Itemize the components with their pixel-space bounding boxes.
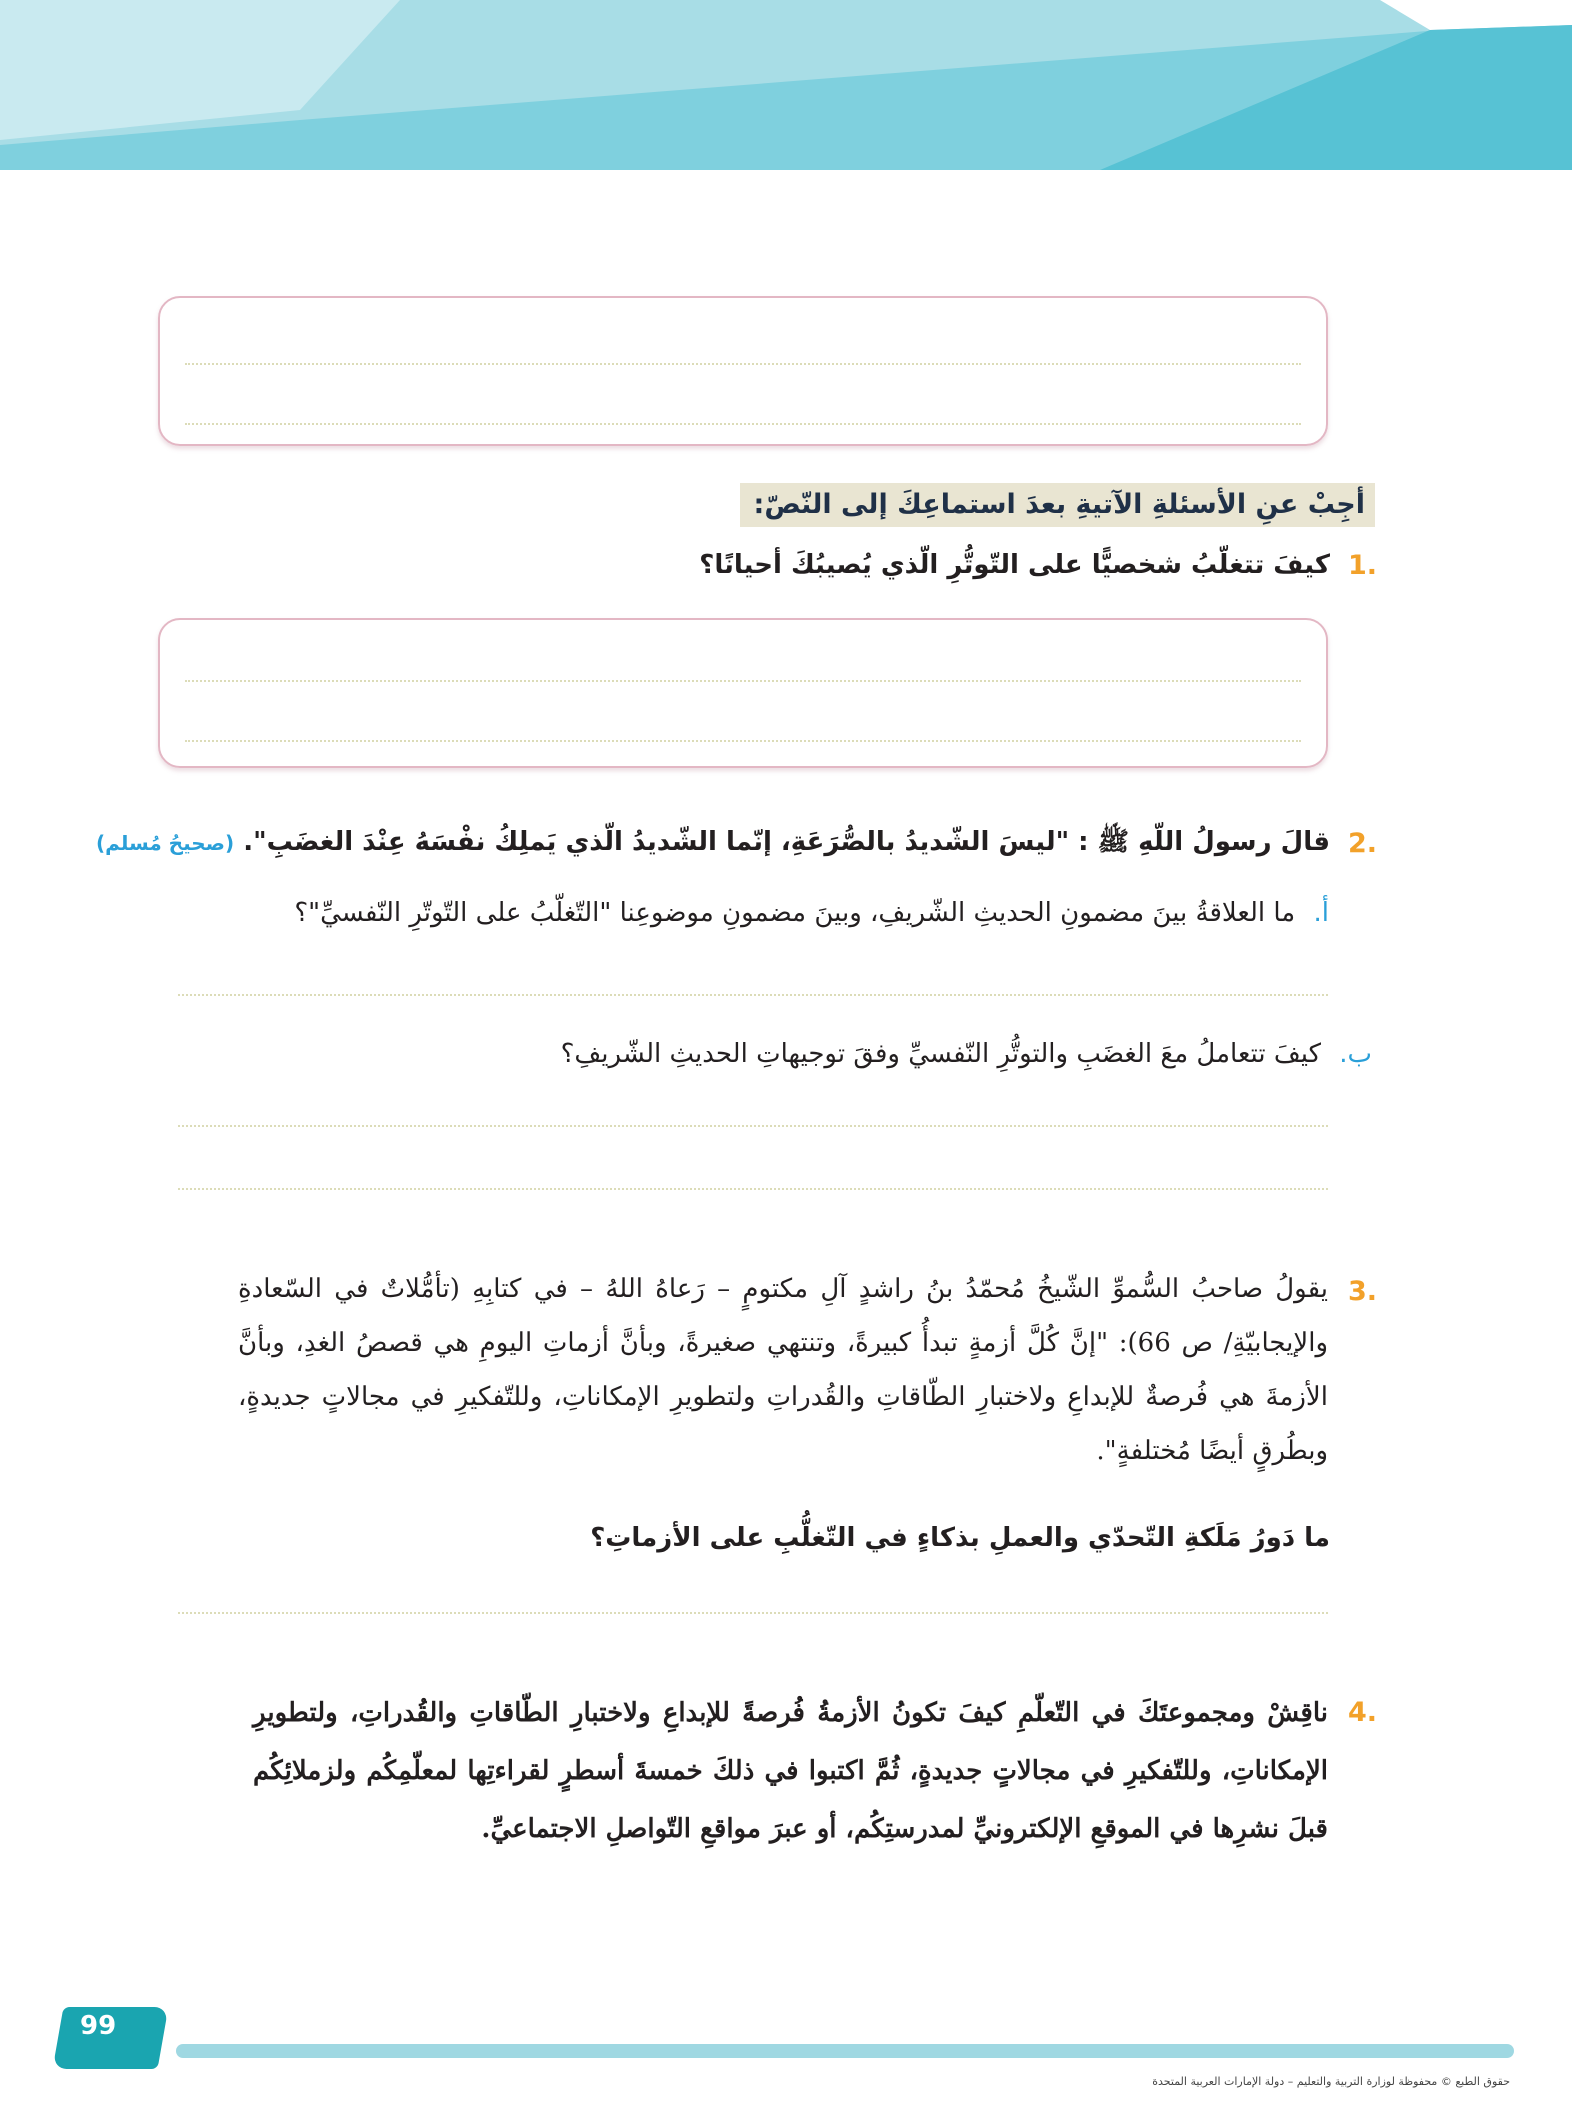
footer-line — [176, 2044, 1514, 2058]
answer-line[interactable] — [178, 1188, 1328, 1190]
question-4-paragraph: ناقِشْ ومجموعتَكَ في التّعلّمِ كيفَ تكونُ الأزمةُ فُرصةً للإبداعِ ولاختبارِ الطّاقاتِ والقُدراتِ، ولتطويرِ الإمكاناتِ، وللتّفكيرِ في مجالاتٍ جديدةٍ، ثُمَّ اكتبوا في ذلكَ خمسةَ أسطرٍ لقراءتِها لمعلّمِكُم ولزملائِكُم قبلَ نشرِها في الموقعِ الإلكترونيِّ لمدرستِكُم، أو عبرَ مواقعِ التّواصلِ الاجتماعيِّ. — [253, 1698, 1328, 1844]
question-1-text: كيفَ تتغلّبُ شخصيًّا على التّوتُّرِ الّذي يُصيبُكَ أحيانًا؟ — [699, 550, 1330, 580]
question-3-number: .3 — [1347, 1276, 1377, 1307]
question-2-text — [96, 822, 1330, 863]
question-2a-label: أ. — [1313, 898, 1329, 928]
question-2a — [294, 893, 1329, 933]
question-1-number: .1 — [1347, 550, 1377, 581]
answer-line — [185, 363, 1301, 365]
question-2-number: .2 — [1347, 828, 1377, 859]
question-3-paragraph: يقولُ صاحبُ السُّموِّ الشّيخُ مُحمّدُ بنُ راشدٍ آلِ مكتومٍ – رَعاهُ اللهُ – في كتابِهِ (تأمُّلاتٌ في السّعادةِ والإيجابيّةِ/ ص 66): "إنَّ كُلَّ أزمةٍ تبدأُ كبيرةً، وتنتهي صغيرةً، وبأنَّ أزماتِ اليومِ هي قصصُ الغدِ، وبأنَّ الأزمةَ هي فُرصةٌ للإبداعِ ولاختبارِ الطّاقاتِ والقُدراتِ ولتطويرِ الإمكاناتِ، وللتّفكيرِ في مجالاتٍ جديدةٍ، وبطُرقٍ أيضًا مُختلفةٍ". — [238, 1274, 1328, 1466]
answer-line — [185, 740, 1301, 742]
answer-line[interactable] — [178, 1612, 1328, 1614]
copyright-note: حقوق الطبع © محفوظة لوزارة التربية والتعليم – دولة الإمارات العربية المتحدة — [1152, 2075, 1510, 2088]
hadith-quote: قالَ رسولُ اللّهِ ﷺ : "ليسَ الشّديدُ بالصُّرَعَةِ، إنّما الشّديدُ الّذي يَملِكُ نفْسَهُ عِنْدَ الغضَبِ". — [243, 827, 1330, 857]
instruction-heading: أجِبْ عنِ الأسئلةِ الآتيةِ بعدَ استماعِكَ إلى النّصّ: — [740, 483, 1375, 527]
answer-box-q1[interactable] — [158, 618, 1328, 768]
question-2b-label: ب. — [1339, 1039, 1372, 1069]
question-2b — [561, 1034, 1372, 1074]
answer-box-top[interactable] — [158, 296, 1328, 446]
question-3-question: ما دَورُ مَلَكةِ التّحدّي والعملِ بذكاءٍ في التّغلُّبِ على الأزماتِ؟ — [590, 1523, 1330, 1553]
answer-line[interactable] — [178, 994, 1328, 996]
hadith-source: (صحيحُ مُسلم) — [96, 831, 235, 855]
question-2a-text: ما العلاقةُ بينَ مضمونِ الحديثِ الشّريفِ، وبينَ مضمونِ موضوعِنا "التّغلّبُ على التّوتّرِ النّفسيِّ"؟ — [294, 898, 1296, 928]
header-banner — [0, 0, 1572, 170]
answer-line — [185, 680, 1301, 682]
answer-line[interactable] — [178, 1125, 1328, 1127]
question-2b-text: كيفَ تتعاملُ معَ الغضَبِ والتوتُّرِ النّفسيِّ وفقَ توجيهاتِ الحديثِ الشّريفِ؟ — [560, 1039, 1321, 1069]
answer-line — [185, 423, 1301, 425]
page-number: 99 — [80, 2011, 117, 2041]
question-4-number: .4 — [1347, 1697, 1377, 1728]
